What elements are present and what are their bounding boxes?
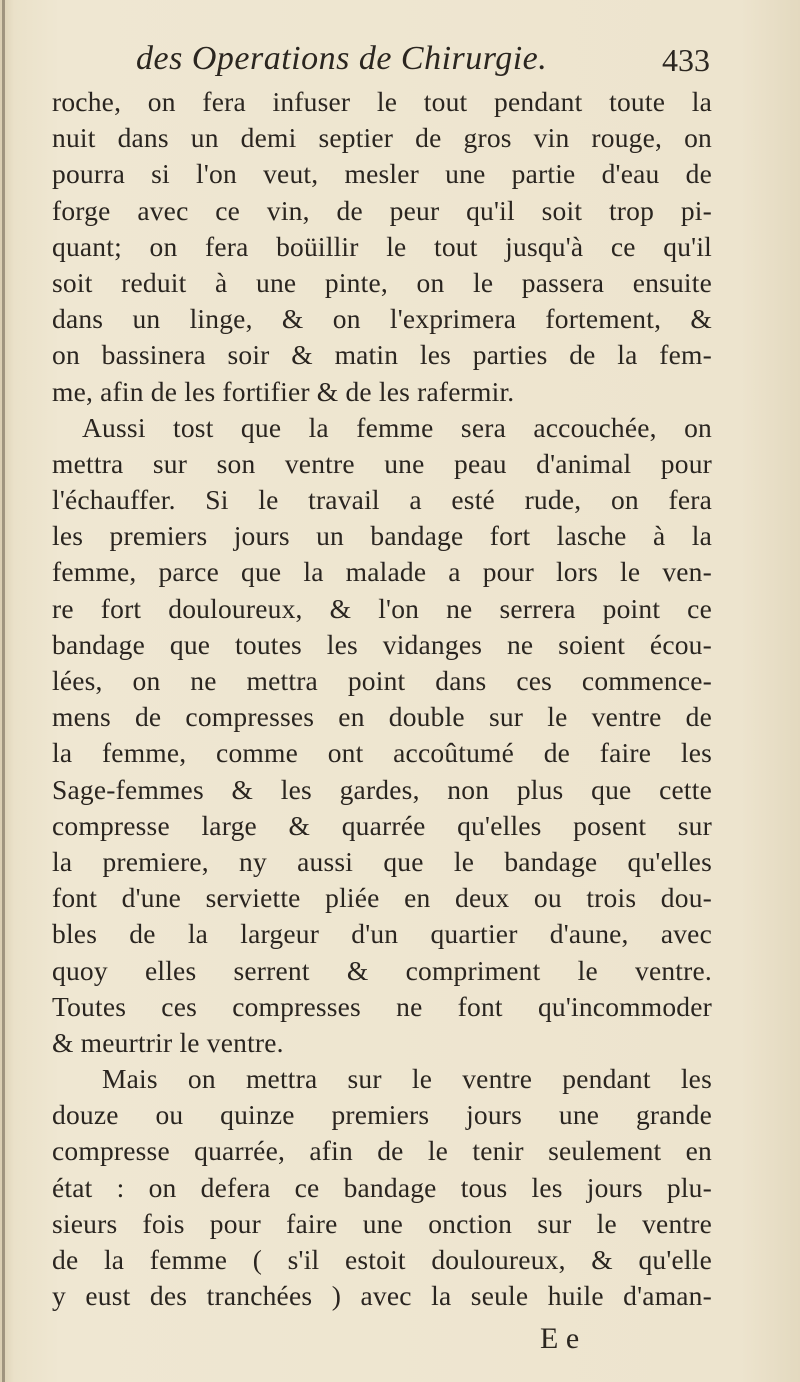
text-line: roche, on fera infuser le tout pendant toute la (52, 86, 712, 117)
text-line: sieurs fois pour faire une onction sur le ventre (52, 1207, 712, 1239)
text-line: compresse quarrée, afin de le tenir seulement en (52, 1135, 712, 1167)
text-line: forge avec ce vin, de peur qu'il soit trop pi- (52, 194, 712, 226)
text-line: la femme, comme ont accoûtumé de faire les (52, 737, 712, 769)
text-line: état : on defera ce bandage tous les jours plu- (52, 1171, 712, 1203)
text-line: me, afin de les fortifier & de les rafermir. (52, 375, 515, 407)
text-line: femme, parce que la malade a pour lors le ven- (52, 556, 712, 588)
text-line: de la femme ( s'il estoit douloureux, & qu'elle (52, 1244, 712, 1275)
text-line: y eust des tranchées ) avec la seule huile d'aman- (52, 1280, 712, 1312)
text-line: compresse large & quarrée qu'elles posent sur (52, 809, 712, 841)
text-line: re fort douloureux, & l'on ne serrera point ce (52, 592, 712, 624)
text-line: bandage que toutes les vidanges ne soient écou- (52, 628, 712, 660)
text-line: & meurtrir le ventre. (52, 1026, 284, 1058)
text-line: Toutes ces compresses ne font qu'incommoder (52, 990, 712, 1022)
text-line: les premiers jours un bandage fort lasche à la (52, 520, 712, 552)
page-header (50, 40, 710, 86)
text-line: Mais on mettra sur le ventre pendant les (102, 1063, 712, 1095)
text-line: quant; on fera boüillir le tout jusqu'à ce qu'il (52, 230, 712, 262)
text-line: bles de la largeur d'un quartier d'aune, avec (52, 918, 712, 950)
text-line: soit reduit à une pinte, on le passera ensuite (52, 266, 712, 298)
text-line: dans un linge, & on l'exprimera fortement, & (52, 303, 712, 335)
page-number: 433 (662, 42, 710, 78)
text-line: quoy elles serrent & compriment le ventre. (52, 954, 712, 986)
text-line: font d'une serviette pliée en deux ou trois dou- (52, 882, 712, 914)
text-line: douze ou quinze premiers jours une grande (52, 1099, 712, 1131)
text-line: nuit dans un demi septier de gros vin rouge, on (52, 122, 712, 154)
body-text (52, 84, 712, 1314)
text-line: mettra sur son ventre une peau d'animal pour (52, 447, 712, 479)
text-line: la premiere, ny aussi que le bandage qu'elles (52, 845, 712, 877)
text-line: mens de compresses en double sur le ventre de (52, 701, 712, 733)
text-line: pourra si l'on veut, mesler une partie d'eau de (52, 158, 712, 190)
text-line: Sage-femmes & les gardes, non plus que cette (52, 773, 712, 805)
text-line: Aussi tost que la femme sera accouchée, on (82, 411, 712, 443)
text-line: l'échauffer. Si le travail a esté rude, on fera (52, 484, 712, 516)
running-title: des Operations de Chirurgie. (136, 40, 548, 77)
signature-mark: E e (540, 1322, 580, 1355)
text-line: lées, on ne mettra point dans ces commence- (52, 665, 712, 696)
text-line: on bassinera soir & matin les parties de la fem- (52, 339, 712, 371)
binding-edge (2, 0, 5, 1382)
